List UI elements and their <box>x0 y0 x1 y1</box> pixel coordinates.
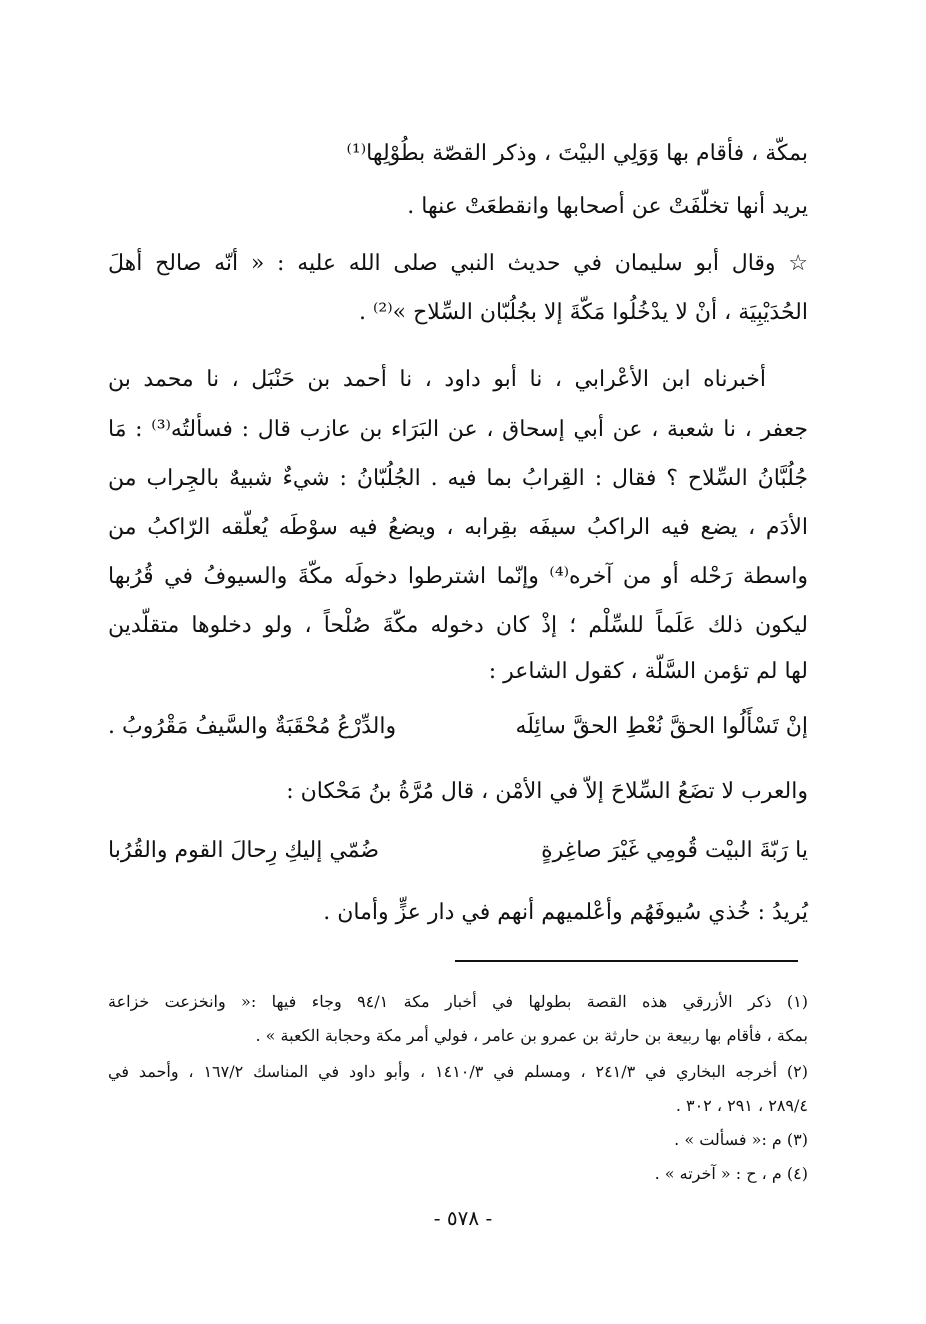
footnote-line: (٣) م :« فسألت » . <box>674 1130 808 1149</box>
text-line: جعفر ، نا شعبة ، عن أبي إسحاق ، عن البَرَاء بن عازب قال : فسألتُه⁽³⁾ : مَا <box>108 417 808 442</box>
text-line: يُريدُ : خُذي سُيوفَهُم وأعْلميهم أنهم في دار عزٍّ وأمان . <box>323 900 808 925</box>
text-line: يريد أنها تخلّفَتْ عن أصحابها وانقطعَتْ عنها . <box>407 194 808 219</box>
text-line: ليكون ذلك عَلَماً للسِّلْم ؛ إذْ كان دخوله مكّةَ صُلْحاً ، ولو دخلوها متقلّدين <box>108 613 808 638</box>
verse-hemistich-first: يا رَبّةَ البيْت قُومِي غَيْرَ صاغِرةٍ <box>541 838 808 863</box>
footnote-separator <box>455 960 798 962</box>
verse-hemistich-first: إنْ تَسْأَلُوا الحقَّ نُعْطِ الحقَّ سائِلَه <box>515 714 808 739</box>
text-line: الأدَم ، يضع فيه الراكبُ سيفَه بقِرابه ، ويضعُ فيه سوْطَه يُعلّقه الرّاكبُ من <box>108 515 808 540</box>
text-line: بمكّة ، فأقام بها وَوَلِي البيْتَ ، وذكر القصّة بطُوْلِها⁽¹⁾ <box>346 141 808 166</box>
text-line: والعرب لا تضَعُ السِّلاحَ إلاّ في الأمْن ، قال مُرَّةُ بنُ مَحْكان : <box>286 779 808 804</box>
text-line: ☆ وقال أبو سليمان في حديث النبي صلى الله عليه : « أنّه صالح أهلَ <box>108 251 808 276</box>
text-line: جُلُبَّانُ السِّلاح ؟ فقال : القِرابُ بما فيه . الجُلُبّانُ : شيءٌ شبيهٌ بالجِراب من <box>108 466 808 491</box>
text-line: الحُدَيْبِيَة ، أنْ لا يدْخُلُوا مَكّةَ إلا بجُلُبّان السِّلاح »⁽²⁾ . <box>359 300 808 325</box>
footnote-line: (١) ذكر الأزرقي هذه القصة بطولها في أخبار مكة ٩٤/١ وجاء فيها :« وانخزعت خزاعة <box>108 992 808 1011</box>
page-number: - ٥٧٨ - <box>433 1206 493 1230</box>
footnote-line: بمكة ، فأقام بها ربيعة بن حارثة بن عمرو بن عامر ، فولي أمر مكة وحجابة الكعبة » . <box>255 1026 808 1045</box>
verse-hemistich-second: والدِّرْعُ مُحْقَبَةٌ والسَّيفُ مَقْرُوبُ . <box>108 714 397 739</box>
verse-hemistich-second: ضُمّي إليكِ رِحالَ القوم والقُرُبا <box>108 838 380 863</box>
footnote-line: (٤) م ، ح : « آخرته » . <box>654 1164 808 1183</box>
footnote-line: (٢) أخرجه البخاري في ٢٤١/٣ ، ومسلم في ١٤١٠/٣ ، وأبو داود في المناسك ١٦٧/٢ ، وأحمد في <box>108 1062 808 1081</box>
text-line: أخبرناه ابن الأعْرابي ، نا أبو داود ، نا أحمد بن حَنْبَل ، نا محمد بن <box>108 367 766 392</box>
text-line: واسطة رَحْله أو من آخره⁽⁴⁾ وإنّما اشترطوا دخولَه مكّةَ والسيوفُ في قُرُبها <box>108 564 808 589</box>
text-line: لها لم تؤمن السَّلّة ، كقول الشاعر : <box>488 659 808 684</box>
footnote-line: ٢٨٩/٤ ، ٢٩١ ، ٣٠٢ . <box>675 1096 808 1115</box>
